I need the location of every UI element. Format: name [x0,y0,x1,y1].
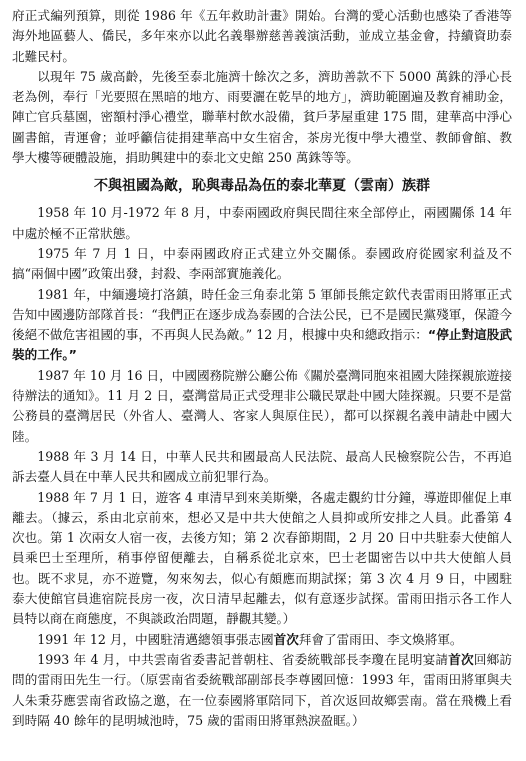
paragraph-1993-text: 1993 年 4 月，中共雲南省委書記普朝柱、省委統戰部長李瓊在昆明宴請 [37,651,449,667]
paragraph-1981-text: 1981 年，中緬邊境打洛鎮，時任金三角泰北第 5 軍師長熊定欽代表雷雨田將軍正式告知中國邊防部隊首長：“我們正在逐步成為泰國的合法公民，已不是國民黨殘軍，保證今後絕不做危害祖國的事，不再與人民為敵。” 12 月，根據中央和總政指示： [12,286,512,343]
paragraph-1993 [12,650,512,731]
paragraph-1991-text: 1991 年 12 月，中國駐清邁總領事張志國 [37,631,274,647]
paragraph-1991-emphasis: 首次 [273,631,299,647]
paragraph-1981-quote: “停止對這股武裝的工作。” [12,327,513,363]
intro-paragraph-continued: 府正式編列預算，則從 1986 年《五年救助計畫》開始。台灣的愛心活動也感染了香港等海外地區藝人、僑民，多年來亦以此名義舉辦慈善義演活動，並成立基金會，持續資助泰北難民村。 [12,8,512,64]
paragraph-1993-text-end: 回鄉訪問的雷雨田先生一行。（原雲南省委統戰部副部長李尊國回憶：1993 年，雷雨田將軍與夫人朱秉芬應雲南省政協之邀，在一位泰國將軍陪同下，首次返回故鄉雲南。當在飛機上看到時隔 40 餘年的昆明城池時，75 歲的雷雨田將軍熱淚盈眶。） [12,651,513,728]
section-heading: 不與祖國為敵，恥與毒品為伍的泰北華夏（雲南）族群 [94,178,430,195]
paragraph-1958: 1958 年 10 月-1972 年 8 月，中泰兩國政府與民間往來全部停止，兩國關係 14 年中處於極不正常狀態。 [12,205,512,241]
paragraph-1975: 1975 年 7 月 1 日，中泰兩國政府正式建立外交關係。泰國政府從國家利益及不搞“兩個中國”政策出發，封殺、李兩部實施義化。 [12,245,512,282]
paragraph-1991-text-end: 拜會了雷雨田、李文煥將軍。 [298,631,463,647]
paragraph-1988-july: 1988 年 7 月 1 日，遊客 4 車清早到來美斯樂，各處走觀約廿分鐘，導遊即催促上車離去。（據云，系由北京前來，想必又是中共大使館之人員抑或所安排之人員。此番第 4 次也。第 1 次兩女人宿一夜，去後方知；第 2 次春節期間，2 月 20 日中共駐泰大使館人員乘巴士至理所，稍事停留便離去，自稱系從北京來，巴士老闆密告以中共大使館人員也。既不求見，亦不遊覽，匆來匆去，似心有頗應而期試探；第 3 次 4 月 9 日，中國駐泰大使館官員進宿院長房一夜，次日清早起離去，似有意逐步試探。雷雨田指示各工作人員特以商在商態度，不與談政治問題，靜觀其變。） [12,489,512,627]
paragraph-1987: 1987 年 10 月 16 日，中國國務院辦公廳公佈《關於臺灣同胞來祖國大陸探親旅遊接待辦法的通知》。11 月 2 日，臺灣當局正式受理非公職民眾赴中國大陸探親。只要不是當公務員的臺灣居民（外省人、臺灣人、客家人與原住民），都可以探親名義申請赴中國大陸。 [12,367,512,444]
paragraph-1991 [12,630,512,650]
paragraph-1988-march: 1988 年 3 月 14 日，中華人民共和國最高人民法院、最高人民檢察院公告，不再追訴去臺人員在中華人民共和國成立前犯罪行為。 [12,448,512,485]
paragraph-1981 [12,285,512,366]
intro-paragraph-elder-example: 以現年 75 歲高齡，先後至泰北施濟十餘次之多，濟助善款不下 5000 萬銖的淨心長老為例，奉行「光要照在黑暗的地方、雨要灑在乾旱的地方」，濟助範圍遍及教育補助金，陣亡官兵墓園，密額村淨心禮堂，聯華村飲水設備，貧戶茅屋重建 175 間，建華高中淨心圖書館，青運會；並呼籲信徒捐建華高中女生宿舍，茶房光復中學大禮堂、教師會館、教學大樓等硬體設施，捐助興建中的泰北文史館 250 萬銖等等。 [12,68,512,166]
paragraph-1993-emphasis: 首次 [448,651,474,667]
